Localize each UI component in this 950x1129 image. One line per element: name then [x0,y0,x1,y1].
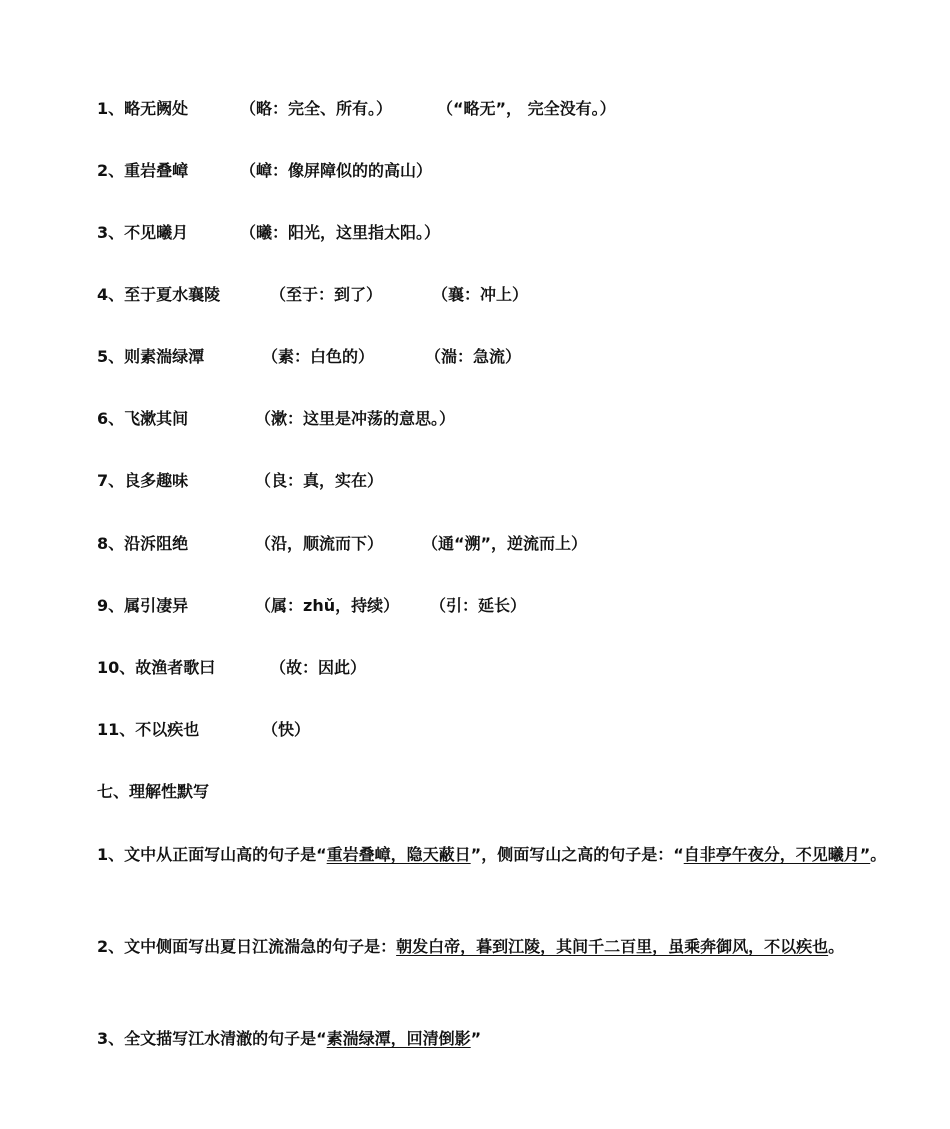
vocab-note: （嶂：像屏障似的的高山） [240,161,433,180]
vocab-line-1 [97,97,616,121]
vocab-term: 7、良多趣味 [97,471,189,490]
vocab-line-5 [97,345,522,369]
vocab-term: 6、飞漱其间 [97,409,189,428]
vocab-note: （至于：到了） [270,285,383,304]
vocab-line-8 [97,532,588,556]
vocab-line-9 [97,594,527,618]
answer-underlined: 朝发白帝，暮到江陵，其间千二百里，虽乘奔御风，不以疾也 [396,937,829,956]
vocab-line-11 [97,718,311,742]
vocab-term: 4、至于夏水襄陵 [97,285,221,304]
vocab-note-2: （通“溯”，逆流而上） [422,534,588,553]
vocab-line-7 [97,469,384,493]
question-1 [60,840,920,870]
vocab-term: 11、不以疾也 [97,720,200,739]
vocab-note-2: （襄：冲上） [432,285,529,304]
question-2 [60,932,920,962]
question-text: 1、文中从正面写山高的句子是“ [97,845,327,864]
vocab-note: （属：zhǔ，持续） [255,596,400,615]
question-text: ” [470,1029,482,1048]
vocab-line-6 [97,407,456,431]
answer-underlined: 素湍绿潭，回清倒影 [326,1029,471,1048]
question-text: 。 [828,937,845,956]
question-text: ”，侧面写山之高的句子是：“ [470,845,684,864]
vocab-note: （快） [262,720,311,739]
vocab-note: （略：完全、所有。） [240,99,393,118]
vocab-note: （素：白色的） [262,347,375,366]
question-3 [60,1024,920,1054]
vocab-note-2: （“略无”， 完全没有。） [437,99,616,118]
vocab-line-10 [97,656,367,680]
vocab-note: （曦：阳光，这里指太阳。） [240,223,441,242]
answer-underlined: 自非亭午夜分，不见曦月” [683,845,871,864]
vocab-note-2: （引：延长） [430,596,527,615]
vocab-term: 1、略无阙处 [97,99,189,118]
vocab-term: 3、不见曦月 [97,223,189,242]
vocab-line-2 [97,159,433,183]
vocab-term: 10、故渔者歌曰 [97,658,216,677]
vocab-note: （故：因此） [270,658,367,677]
vocab-term: 2、重岩叠嶂 [97,161,189,180]
vocab-note: （良：真，实在） [255,471,384,490]
vocab-term: 5、则素湍绿潭 [97,347,205,366]
question-text: 2、文中侧面写出夏日江流湍急的句子是： [97,937,397,956]
answer-underlined: 重岩叠嶂，隐天蔽日 [326,845,471,864]
vocab-line-3 [97,221,441,245]
question-text: 3、全文描写江水清澈的句子是“ [97,1029,327,1048]
vocab-note: （沿，顺流而下） [255,534,384,553]
vocab-note: （漱：这里是冲荡的意思。） [255,409,456,428]
vocab-note-2: （湍：急流） [425,347,522,366]
section-title: 七、理解性默写 [97,782,210,801]
vocab-term: 9、属引凄异 [97,596,189,615]
vocab-line-4 [97,283,529,307]
vocab-term: 8、沿泝阻绝 [97,534,189,553]
question-text: 。 [870,845,887,864]
